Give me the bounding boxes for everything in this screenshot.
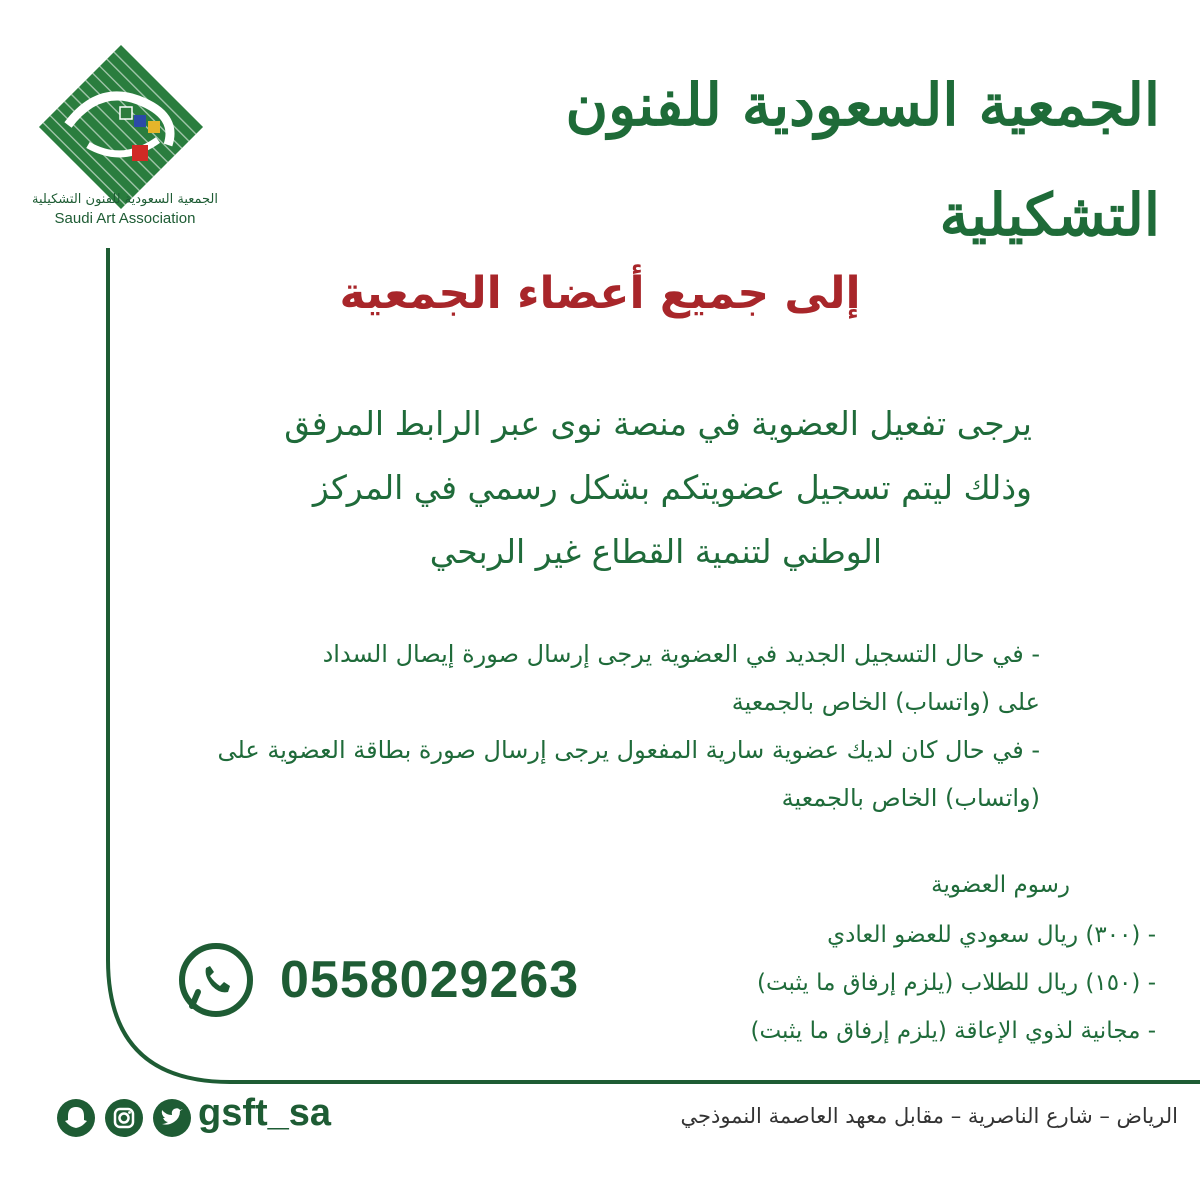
- snapchat-icon[interactable]: [56, 1098, 96, 1138]
- logo-english-caption: Saudi Art Association: [54, 210, 196, 227]
- intro-line: الوطني لتنمية القطاع غير الربحي: [429, 532, 882, 571]
- fee-item: - مجانية لذوي الإعاقة (يلزم إرفاق ما يثبت): [750, 1018, 1156, 1044]
- note-line: (واتساب) الخاص بالجمعية: [781, 784, 1040, 812]
- page-heading: إلى جميع أعضاء الجمعية: [339, 268, 861, 319]
- note-line: - في حال التسجيل الجديد في العضوية يرجى إرسال صورة إيصال السداد: [322, 640, 1040, 668]
- fees-title: رسوم العضوية: [931, 872, 1070, 898]
- intro-line: وذلك ليتم تسجيل عضويتكم بشكل رسمي في المركز: [312, 468, 1032, 507]
- twitter-icon[interactable]: [152, 1098, 192, 1138]
- social-handle[interactable]: gsft_sa: [198, 1092, 332, 1134]
- header-title: الجمعية السعودية للفنون التشكيلية: [565, 71, 1160, 249]
- intro-line: يرجى تفعيل العضوية في منصة نوى عبر الرابط المرفق: [284, 404, 1032, 443]
- fee-item: - (١٥٠) ريال للطلاب (يلزم إرفاق ما يثبت): [756, 970, 1156, 996]
- fee-item: - (٣٠٠) ريال سعودي للعضو العادي: [827, 922, 1156, 948]
- note-line: - في حال كان لديك عضوية سارية المفعول يرجى إرسال صورة بطاقة العضوية على: [217, 736, 1040, 764]
- note-line: على (واتساب) الخاص بالجمعية: [731, 688, 1040, 716]
- instagram-icon[interactable]: [104, 1098, 144, 1138]
- footer-address: الرياض – شارع الناصرية – مقابل معهد العاصمة النموذجي: [680, 1104, 1178, 1128]
- logo-arabic-caption: الجمعية السعودية للفنون التشكيلية: [32, 192, 218, 207]
- phone-number[interactable]: 0558029263: [280, 951, 580, 1009]
- whatsapp-icon[interactable]: [178, 942, 254, 1018]
